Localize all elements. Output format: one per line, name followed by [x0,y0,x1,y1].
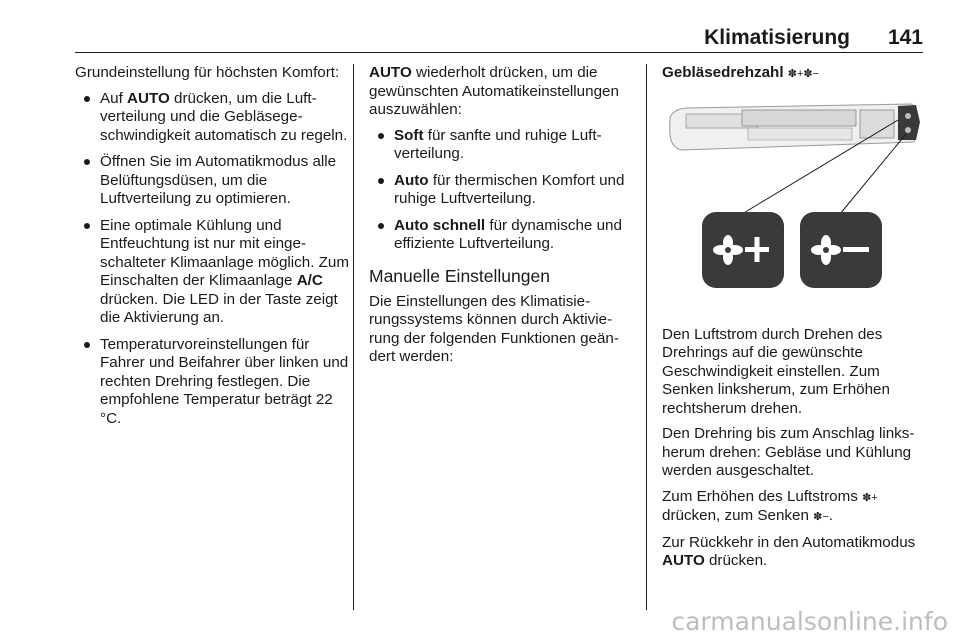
list-item: Soft für sanfte und ruhige Luftverteilung. [369,127,637,164]
list-item: Öffnen Sie im Automatikmodus alle Belüftungsdüsen, um die Luftverteilung zu optimieren. [75,153,350,209]
option-list [369,127,637,254]
column-right [662,64,927,578]
watermark: carmanualsonline.info [671,607,948,636]
page-number: 141 [887,26,923,49]
bullet-list [75,90,350,429]
list-item: Auto schnell für dynamische und effiziente Luftverteilung. [369,217,637,254]
paragraph: Die Einstellungen des Klimatisierungssystems können durch Aktivierung der folgenden Funktionen geändert werden: [369,292,619,365]
section-heading: Manuelle Einstellungen [369,265,550,286]
list-item: Eine optimale Kühlung und Entfeuchtung ist nur mit eingeschalteter Klimaanlage möglich. Zum Einschalten der Klimaanlage A/C drücken. Die LED in der Taste zeigt die Aktivierung an. [75,217,350,328]
paragraph: Den Luftstrom durch Drehen des Drehrings auf die gewünschte Geschwindigkeit einstellen. Zum Senken linksherum, zum Erhöhen rechtsherum drehen. [662,325,890,417]
intro-text: Grundeinstellung für höchsten Komfort: [75,64,340,81]
paragraph: Den Drehring bis zum Anschlag linksherum drehen: Gebläse und Kühlung werden ausgeschaltet. [662,425,915,479]
fan-control-illustration [662,98,924,308]
page-title: Klimatisierung [704,26,850,49]
list-item: Temperaturvoreinstellungen für Fahrer und Beifahrer über linken und rechten Drehring festlegen. Die empfohlene Temperatur beträgt 22 °C. [75,336,350,429]
page-header [75,26,923,53]
subheading: Gebläsedrehzahl ✽+✽− [662,64,820,81]
list-item: Auto für thermischen Komfort und ruhige Luftverteilung. [369,172,637,209]
column-middle [369,64,637,374]
list-item: Auf AUTO drücken, um die Luftverteilung und die Gebläsegeschwindigkeit automatisch zu regeln. [75,90,350,146]
paragraph: Zum Erhöhen des Luftstroms ✽+ drücken, zum Senken ✽−. [662,487,878,524]
column-left [75,64,350,436]
paragraph: Zur Rückkehr in den Automatikmodus AUTO drücken. [662,533,916,569]
column-divider [353,64,354,610]
column-divider [646,64,647,610]
intro-text: AUTO wiederholt drücken, um die gewünschten Automatikeinstellungen auszuwählen: [369,64,619,118]
